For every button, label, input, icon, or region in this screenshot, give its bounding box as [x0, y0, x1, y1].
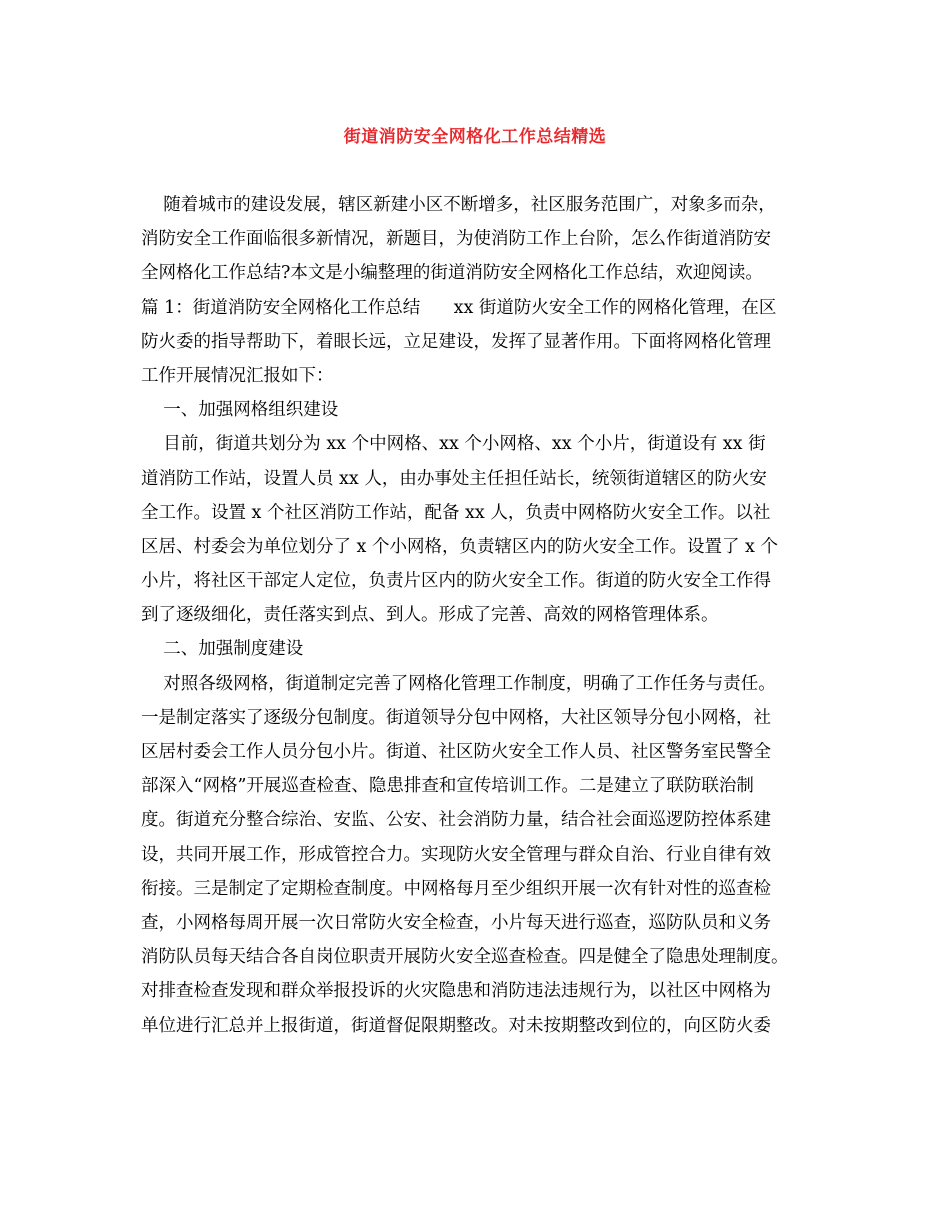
body-line: 查，小网格每周开展一次日常防火安全检查，小片每天进行巡查，巡防队员和义务: [141, 912, 771, 933]
body-line: 衔接。三是制定了定期检查制度。中网格每月至少组织开展一次有针对性的巡查检: [141, 878, 771, 899]
document-title: 街道消防安全网格化工作总结精选: [343, 127, 607, 147]
body-line: 目前，街道共划分为 xx 个中网格、xx 个小网格、xx 个小片，街道设有 xx 街: [141, 434, 766, 455]
body-line: 工作开展情况汇报如下：: [141, 365, 334, 386]
body-line: 对照各级网格，街道制定完善了网格化管理工作制度，明确了工作任务与责任。: [141, 673, 776, 694]
body-line: 篇 1：街道消防安全网格化工作总结 xx 街道防火安全工作的网格化管理，在区: [141, 297, 777, 318]
body-line: 度。街道充分整合综治、安监、公安、社会消防力量，结合社会面巡逻防控体系建: [141, 810, 771, 831]
body-line: 全工作。设置 x 个社区消防工作站，配备 xx 人，负责中网格防火安全工作。以社: [141, 502, 771, 523]
document-body: [141, 188, 821, 1043]
body-line: 区居村委会工作人员分包小片。街道、社区防火安全工作人员、社区警务室民警全: [141, 742, 771, 762]
body-line: 随着城市的建设发展，辖区新建小区不断增多，社区服务范围广，对象多而杂，: [141, 195, 776, 215]
body-line: 到了逐级细化，责任落实到点、到人。形成了完善、高效的网格管理体系。: [141, 605, 719, 626]
body-line: 道消防工作站，设置人员 xx 人，由办事处主任担任站长，统领街道辖区的防火安: [141, 468, 767, 489]
body-line: 设，共同开展工作，形成管控合力。实现防火安全管理与群众自治、行业自律有效: [141, 844, 771, 865]
body-line: 消防队员每天结合各自岗位职责开展防火安全巡查检查。四是健全了隐患处理制度。: [141, 947, 789, 968]
body-line: 一是制定落实了逐级分包制度。街道领导分包中网格，大社区领导分包小网格，社: [141, 707, 771, 728]
body-line: 一、加强网格组织建设: [141, 400, 339, 421]
body-line: 防火委的指导帮助下，着眼长远，立足建设，发挥了显著作用。下面将网格化管理: [141, 331, 771, 352]
body-line: 全网格化工作总结?本文是小编整理的街道消防安全网格化工作总结，欢迎阅读。: [141, 263, 763, 284]
body-line: 部深入“网格”开展巡查检查、隐患排查和宣传培训工作。二是建立了联防联治制: [141, 776, 754, 797]
body-line: 对排查检查发现和群众举报投诉的火灾隐患和消防违法违规行为，以社区中网格为: [141, 981, 771, 1002]
body-line: 单位进行汇总并上报街道，街道督促限期整改。对未按期整改到位的，向区防火委: [141, 1015, 771, 1036]
body-line: 区居、村委会为单位划分了 x 个小网格，负责辖区内的防火安全工作。设置了 x 个: [141, 536, 778, 557]
body-line: 消防安全工作面临很多新情况，新题目，为使消防工作上台阶，怎么作街道消防安: [141, 229, 771, 250]
body-line: 二、加强制度建设: [141, 639, 304, 660]
body-line: 小片，将社区干部定人定位，负责片区内的防火安全工作。街道的防火安全工作得: [141, 571, 771, 592]
